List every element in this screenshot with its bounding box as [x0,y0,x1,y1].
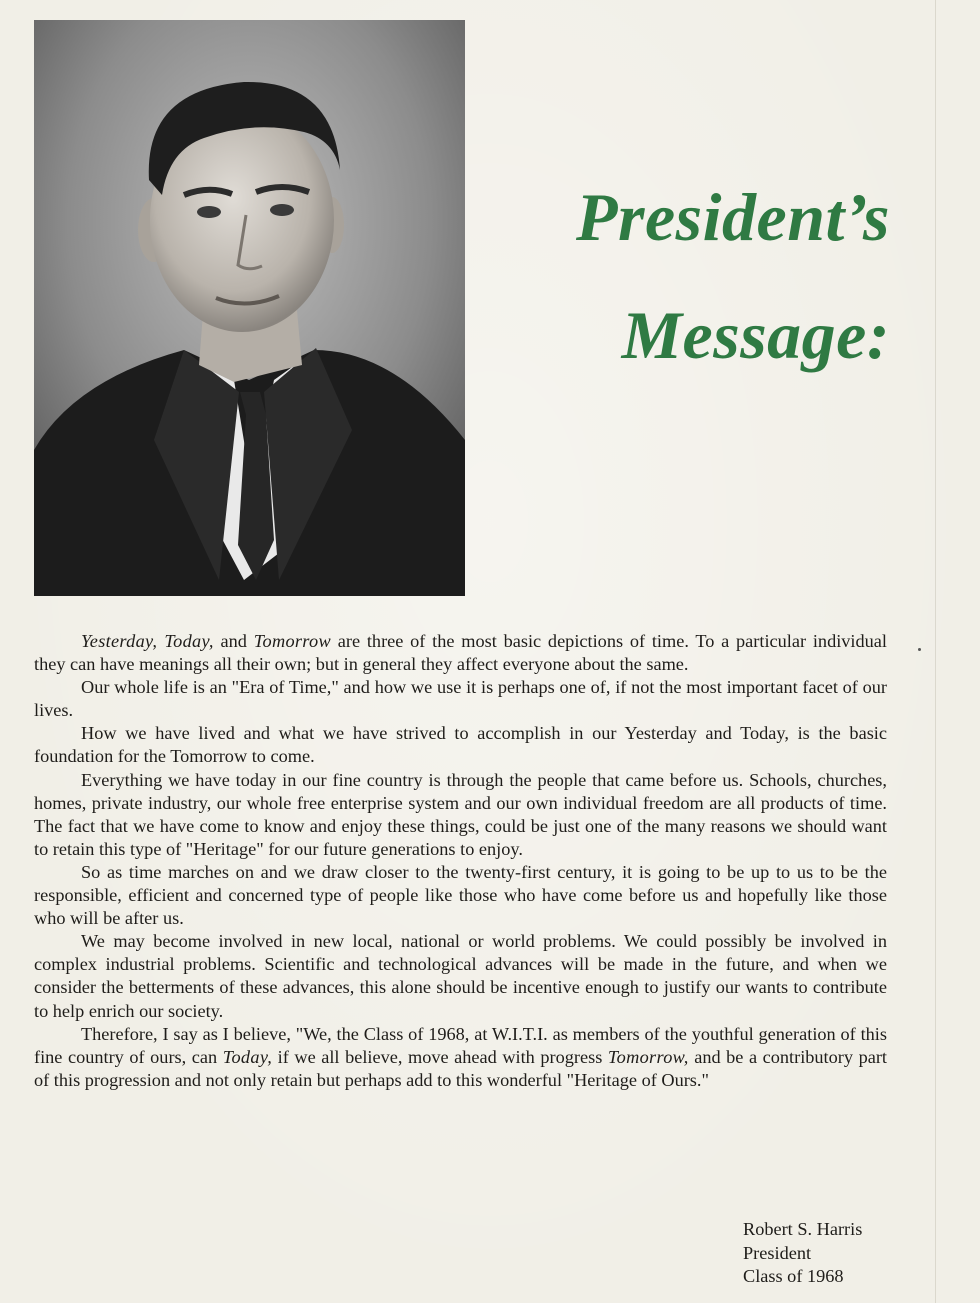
text-run: and be a contributory part of this progression and not only retain but perhaps add to this wonderful "Heritage of Ours." [34,1046,887,1090]
portrait-image [34,20,465,596]
signature-block [743,1218,862,1289]
title-line-1: President’s [576,179,890,255]
message-body [34,630,887,1092]
portrait-photo [34,20,465,596]
text-run: Therefore, I say as I believe, "We, the Class of 1968, at W.I.T.I. as members of the youthful generation of this fine country of ours, can [34,1023,887,1067]
text-run: are three of the most basic depictions of time. To a particular individual they can have meanings all their own; but in general they affect everyone about the same. [34,631,887,675]
paragraph-5: So as time marches on and we draw closer to the twenty-first century, it is going to be up to us to be the responsible, efficient and concerned type of people like those who have come before us and hopefully like those who will be after us. [34,861,887,929]
paper-speck [918,648,921,651]
page-title [470,158,890,394]
signature-name: Robert S. Harris [743,1219,863,1239]
italic-phrase: Yesterday, Today, [81,631,214,651]
italic-phrase: Tomorrow [253,631,331,651]
italic-phrase: Today, [222,1046,273,1067]
title-line-2: Message: [621,297,890,373]
paragraph-2: Our whole life is an "Era of Time," and how we use it is perhaps one of, if not the most important facet of our lives. [34,677,887,721]
paragraph-1 [34,630,887,676]
signature-role: President [743,1242,812,1263]
text-run: and [213,631,254,651]
text-run: if we all believe, move ahead with progress [272,1046,608,1067]
paragraph-6: We may become involved in new local, national or world problems. We could possibly be involved in complex industrial problems. Scientific and technological advances will be made in the future, and when we consider the betterments of these advances, this alone should be incentive enough to justify our wants to contribute to help enrich our society. [34,931,887,1021]
paragraph-3: How we have lived and what we have strived to accomplish in our Yesterday and Today, is the basic foundation for the Tomorrow to come. [34,723,887,767]
signature-class: Class of 1968 [743,1266,844,1286]
italic-phrase: Tomorrow, [607,1046,689,1067]
page-binding-edge [935,0,936,1303]
paragraph-4: Everything we have today in our fine country is through the people that came before us. Schools, churches, homes, private industry, our whole free enterprise system and our own individual freedom are all products of time. The fact that we have come to know and enjoy these things, could be just one of the many reasons we should want to retain this type of "Heritage" for our future generations to enjoy. [34,769,887,859]
paragraph-7 [34,1023,887,1092]
